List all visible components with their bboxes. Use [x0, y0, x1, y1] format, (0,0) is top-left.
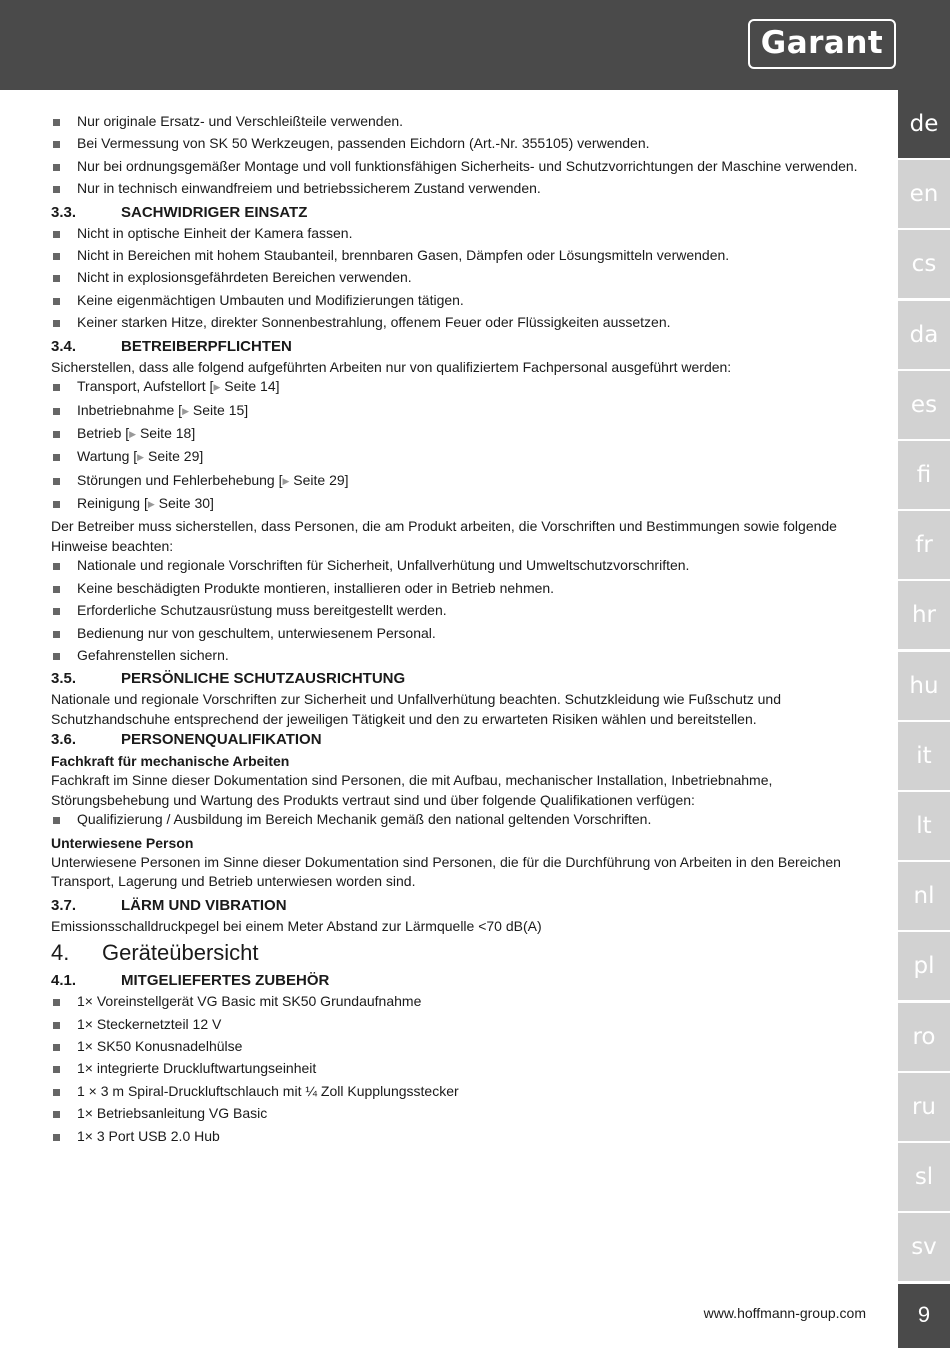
list-item: Keine beschädigten Produkte montieren, installieren oder in Betrieb nehmen.: [51, 579, 866, 599]
intro-list: [51, 112, 866, 199]
list-item: Keiner starken Hitze, direkter Sonnenbestrahlung, offenem Feuer oder Flüssigkeiten aussetzen.: [51, 313, 866, 333]
list-item: 1× Betriebsanleitung VG Basic: [51, 1104, 866, 1124]
reference-page: Seite 29]: [144, 448, 204, 465]
language-tab-de[interactable]: de: [898, 90, 950, 158]
language-tab-hu[interactable]: hu: [898, 652, 950, 720]
list-item: Nicht in optische Einheit der Kamera fassen.: [51, 224, 866, 244]
section-heading-3-6: [51, 729, 866, 751]
list-item: 1× Voreinstellgerät VG Basic mit SK50 Grundaufnahme: [51, 992, 866, 1012]
list-item: Keine eigenmächtigen Umbauten und Modifizierungen tätigen.: [51, 291, 866, 311]
section-title: PERSONENQUALIFIKATION: [121, 731, 322, 749]
list-item: 1× Steckernetzteil 12 V: [51, 1015, 866, 1035]
language-sidebar: [898, 90, 950, 1348]
reference-label: Transport, Aufstellort [: [77, 378, 214, 395]
paragraph: Der Betreiber muss sicherstellen, dass Personen, die am Produkt arbeiten, die Vorschriften und Bestimmungen sowie folgende Hinweise beachten:: [51, 518, 837, 554]
qualification-list: [51, 810, 866, 830]
reference-label: Störungen und Fehlerbehebung [: [77, 471, 283, 488]
operator-duties-list: [51, 556, 866, 665]
paragraph: Nationale und regionale Vorschriften zur Sicherheit und Unfallverhütung beachten. Schutzkleidung wie Fußschutz und Schutzhandschuhe entsprechend der jeweiligen Tätigkeit und den zu erwarteten Risiken wählen und bereitstellen.: [51, 691, 781, 727]
arrow-right-icon: ▶: [147, 499, 155, 510]
language-tab-en[interactable]: en: [898, 160, 950, 228]
language-tab-ro[interactable]: ro: [898, 1003, 950, 1071]
reference-page: Seite 15]: [189, 401, 249, 418]
list-item: Erforderliche Schutzausrüstung muss bereitgestellt werden.: [51, 601, 866, 621]
language-tab-sl[interactable]: sl: [898, 1143, 950, 1211]
arrow-right-icon: ▶: [182, 405, 189, 416]
arrow-right-icon: ▶: [129, 428, 137, 439]
list-item: Bei Vermessung von SK 50 Werkzeugen, passenden Eichdorn (Art.-Nr. 355105) verwenden.: [51, 134, 866, 154]
reference-label: Betrieb [: [77, 424, 130, 441]
page-reference[interactable]: [51, 401, 866, 422]
language-tab-fi[interactable]: fi: [898, 441, 950, 509]
language-tab-ru[interactable]: ru: [898, 1073, 950, 1141]
paragraph: Emissionsschalldruckpegel bei einem Meter Abstand zur Lärmquelle <70 dB(A): [51, 917, 542, 934]
language-tab-pl[interactable]: pl: [898, 932, 950, 1000]
reference-page: Seite 29]: [289, 471, 349, 488]
page-reference[interactable]: [51, 447, 866, 468]
reference-label: Inbetriebnahme [: [77, 401, 183, 418]
list-item: Gefahrenstellen sichern.: [51, 646, 866, 666]
misuse-list: [51, 224, 866, 333]
list-item: 1× 3 Port USB 2.0 Hub: [51, 1127, 866, 1147]
chapter-heading-4: [51, 936, 866, 970]
accessories-list: [51, 992, 866, 1146]
footer-url: www.hoffmann-group.com: [703, 1305, 866, 1321]
page-reference[interactable]: [51, 377, 866, 398]
subheading: Fachkraft für mechanische Arbeiten: [51, 753, 290, 770]
language-tab-lt[interactable]: lt: [898, 792, 950, 860]
language-tab-fr[interactable]: fr: [898, 511, 950, 579]
subheading: Unterwiesene Person: [51, 834, 194, 851]
list-item: Qualifizierung / Ausbildung im Bereich Mechanik gemäß den national geltenden Vorschriften.: [51, 810, 866, 830]
section-title: BETREIBERPFLICHTEN: [121, 337, 292, 355]
language-tab-es[interactable]: es: [898, 371, 950, 439]
list-item: Nicht in explosionsgefährdeten Bereichen verwenden.: [51, 268, 866, 288]
list-item: Bedienung nur von geschultem, unterwiesenem Personal.: [51, 624, 866, 644]
list-item: Nur bei ordnungsgemäßer Montage und voll funktionsfähigen Sicherheits- und Schutzvorrichtungen der Maschine verwenden.: [51, 157, 866, 177]
paragraph: Sicherstellen, dass alle folgend aufgeführten Arbeiten nur von qualifiziertem Fachpersonal ausgeführt werden:: [51, 358, 732, 375]
language-tab-sv[interactable]: sv: [898, 1213, 950, 1281]
paragraph: Fachkraft im Sinne dieser Dokumentation sind Personen, die mit Aufbau, mechanischer Installation, Inbetriebnahme, Störungsbehebung und Wartung des Produkts vertraut sind und über folgende Qualifikationen verfügen:: [51, 772, 773, 808]
section-title: SACHWIDRIGER EINSATZ: [121, 203, 308, 221]
language-tab-it[interactable]: it: [898, 722, 950, 790]
reference-page: Seite 14]: [220, 378, 280, 395]
section-title: LÄRM UND VIBRATION: [121, 896, 287, 914]
reference-label: Reinigung [: [77, 495, 148, 512]
section-heading-3-3: [51, 202, 866, 224]
chapter-number: 4.: [51, 940, 70, 966]
section-title: PERSÖNLICHE SCHUTZAUSRICHTUNG: [121, 670, 406, 688]
section-heading-3-4: [51, 336, 866, 358]
arrow-right-icon: ▶: [213, 382, 221, 393]
reference-label: Wartung [: [77, 448, 138, 465]
list-item: Nicht in Bereichen mit hohem Staubanteil, brennbaren Gasen, Dämpfen oder Lösungsmitteln verwenden.: [51, 246, 866, 266]
list-item: Nur originale Ersatz- und Verschleißteile verwenden.: [51, 112, 866, 132]
list-item: 1× integrierte Druckluftwartungseinheit: [51, 1059, 866, 1079]
list-item: 1× SK50 Konusnadelhülse: [51, 1037, 866, 1057]
language-tab-da[interactable]: da: [898, 301, 950, 369]
language-tab-cs[interactable]: cs: [898, 230, 950, 298]
page-reference[interactable]: [51, 424, 866, 445]
section-heading-3-7: [51, 895, 866, 917]
language-tab-nl[interactable]: nl: [898, 862, 950, 930]
language-tab-hr[interactable]: hr: [898, 581, 950, 649]
section-number: 3.4.: [51, 337, 77, 355]
page-reference[interactable]: [51, 471, 866, 492]
page-header: [0, 0, 950, 90]
garant-logo: Garant: [748, 19, 896, 69]
section-number: 3.7.: [51, 896, 77, 914]
section-number: 3.6.: [51, 731, 77, 749]
document-body: [51, 112, 866, 1149]
section-number: 4.1.: [51, 972, 77, 990]
section-title: MITGELIEFERTES ZUBEHÖR: [121, 972, 330, 990]
list-item: Nationale und regionale Vorschriften für Sicherheit, Unfallverhütung und Umweltschutzvorschriften.: [51, 556, 866, 576]
section-number: 3.3.: [51, 203, 77, 221]
section-heading-3-5: [51, 668, 866, 690]
reference-list: [51, 377, 866, 514]
list-item: 1 × 3 m Spiral-Druckluftschlauch mit ¼ Zoll Kupplungsstecker: [51, 1082, 866, 1102]
arrow-right-icon: ▶: [137, 452, 145, 463]
arrow-right-icon: ▶: [282, 475, 290, 486]
section-heading-4-1: [51, 970, 866, 992]
page-reference[interactable]: [51, 494, 866, 515]
section-number: 3.5.: [51, 670, 77, 688]
list-item: Nur in technisch einwandfreiem und betriebssicherem Zustand verwenden.: [51, 179, 866, 199]
page-number: 9: [898, 1284, 950, 1348]
reference-page: Seite 18]: [136, 424, 196, 441]
reference-page: Seite 30]: [154, 495, 214, 512]
paragraph: Unterwiesene Personen im Sinne dieser Dokumentation sind Personen, die für die Durchführung von Arbeiten in den Bereichen Transport, Lagerung und Betrieb unterwiesen worden sind.: [51, 853, 841, 890]
chapter-title: Geräteübersicht: [102, 940, 259, 966]
